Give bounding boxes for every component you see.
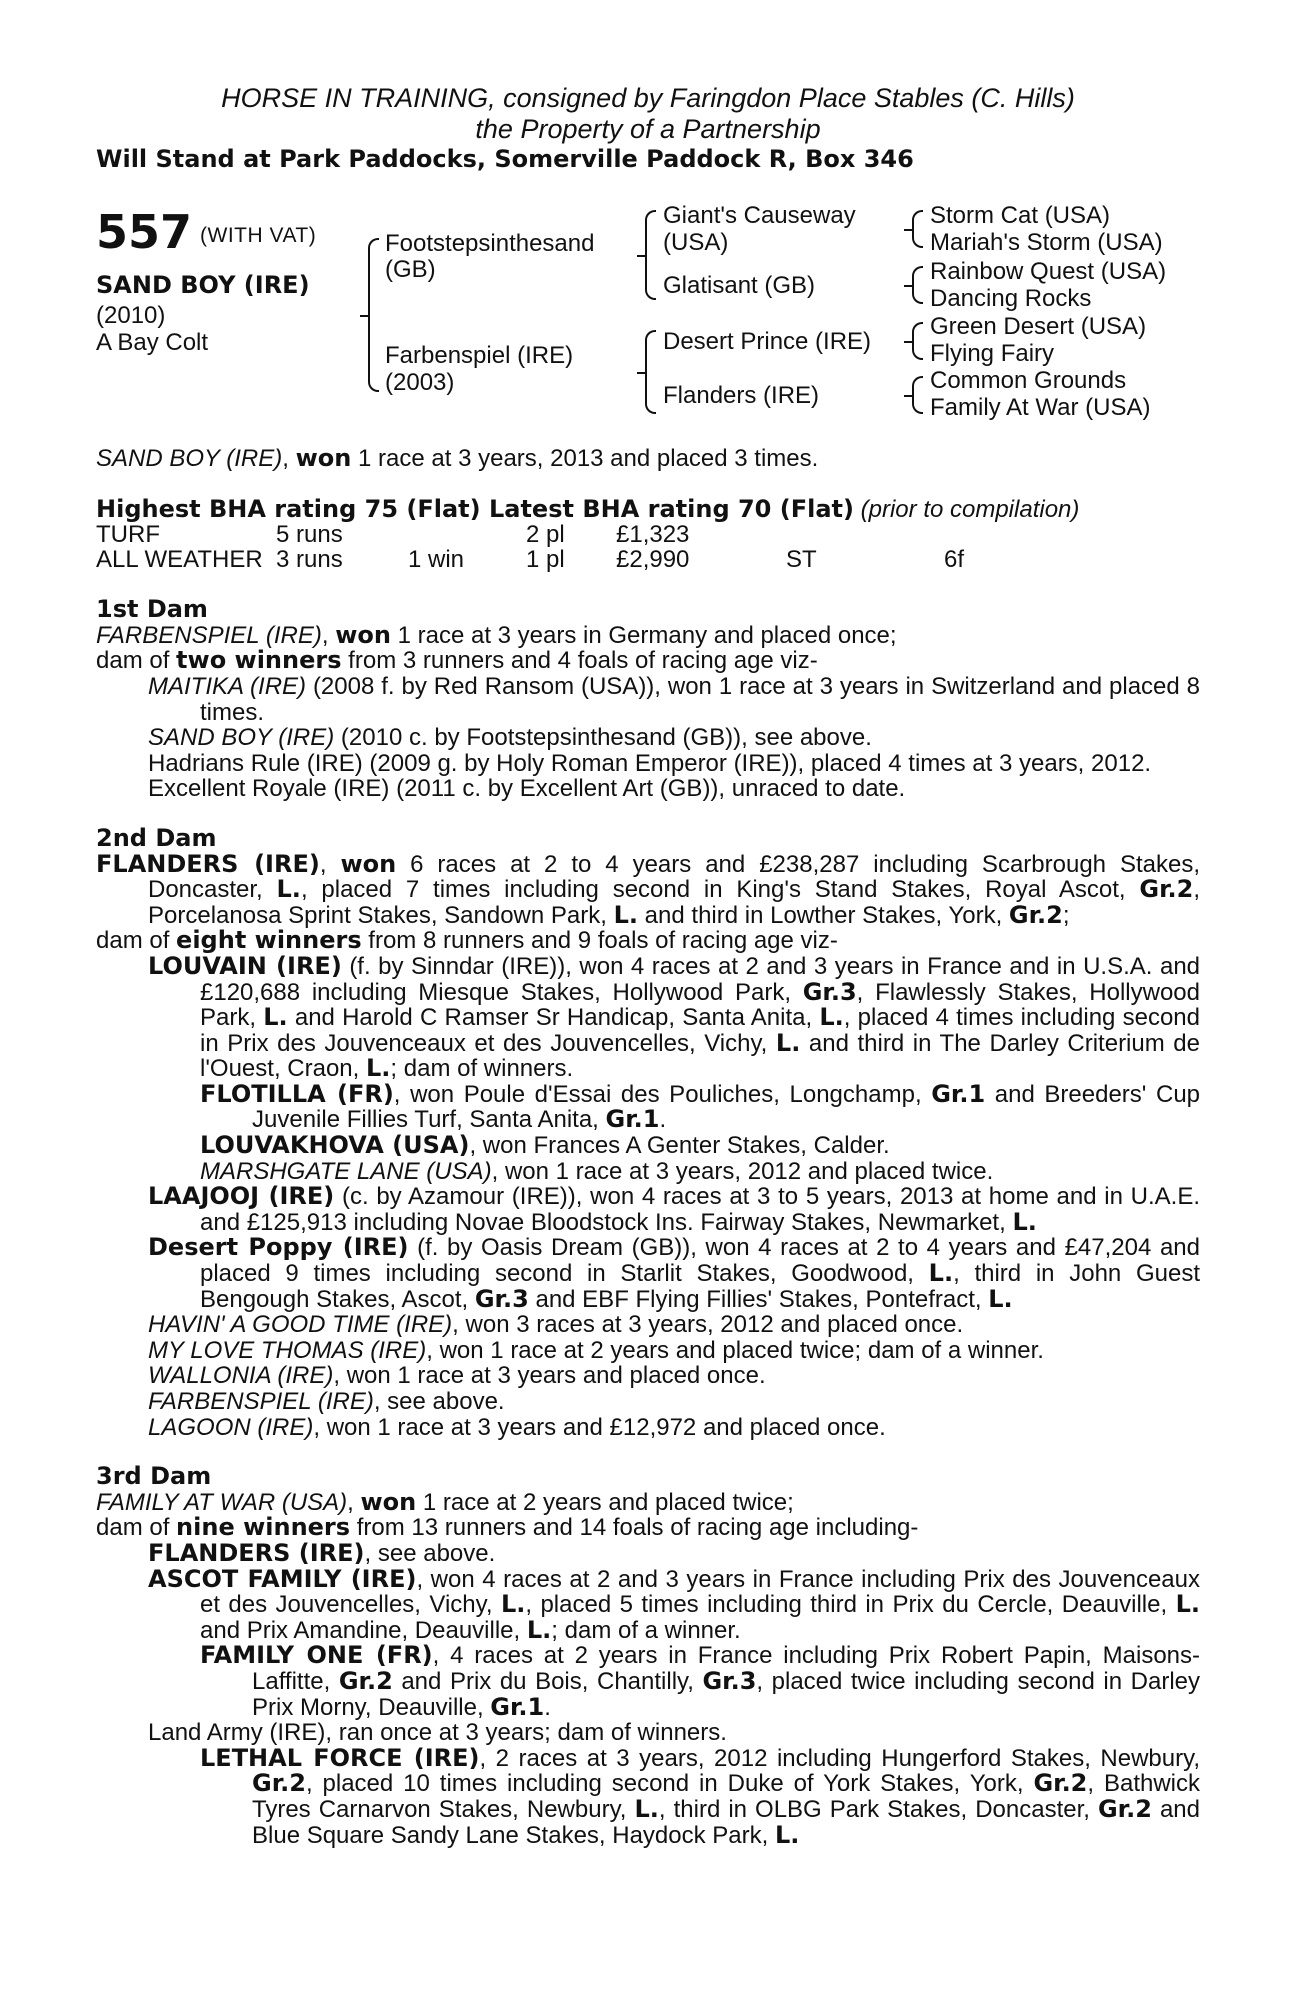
second-dam-heading: 2nd Dam [96, 823, 217, 852]
produce-marshgate-lane: MARSHGATE LANE (USA), won 1 race at 3 years, 2012 and placed twice. [200, 1157, 994, 1185]
sire-sire-name: Giant's Causeway [663, 202, 856, 229]
sire-name: Footstepsinthesand [385, 230, 595, 257]
produce-laajooj: LAAJOOJ (IRE) (c. by Azamour (IRE)), won 4 races at 3 to 5 years, 2013 at home and in U.A.E. and £125,913 including Novae Bloodstock Ins. Fairway Stakes, Newmarket, L. [148, 1182, 1201, 1236]
third-dam-record: FAMILY AT WAR (USA), won 1 race at 2 years and placed twice; [96, 1487, 794, 1516]
produce-wallonia: WALLONIA (IRE), won 1 race at 3 years and placed once. [148, 1362, 766, 1390]
property-line: the Property of a Partnership [475, 114, 821, 144]
bracket-parents [368, 238, 379, 392]
aw-surface: ALL WEATHER [96, 546, 263, 574]
produce-lethal-force: LETHAL FORCE (IRE), 2 races at 3 years, 2012 including Hungerford Stakes, Newbury, Gr.2, placed 10 times including second in Duke of York Stakes, York, Gr.2, Bathwick Tyres Carnarvon Stakes, Newbury, L., third in OLBG Park Stakes, Doncaster, Gr.2 and Blue Square Sandy Lane Stakes, Haydock Park, L. [200, 1743, 1201, 1849]
aw-going: ST [786, 546, 817, 574]
third-dam-produce: dam of nine winners from 13 runners and 14 foals of racing age including- [96, 1513, 919, 1542]
race-record-table [96, 522, 1200, 573]
produce-maitika: MAITIKA (IRE) (2008 f. by Red Ransom (USA)), won 1 race at 3 years in Switzerland and placed 8 times. [148, 672, 1200, 726]
produce-family-one: FAMILY ONE (FR), 4 races at 2 years in France including Prix Robert Papin, Maisons- Laffitte, Gr.2 and Prix du Bois, Chantilly, Gr.3, placed twice including second in Darley Prix Morny, Deauville, Gr.1. [200, 1641, 1201, 1721]
sire-origin: (GB) [385, 256, 436, 283]
turf-surface: TURF [96, 521, 160, 549]
dam-name: Farbenspiel (IRE) [385, 342, 574, 369]
consignor-line: HORSE IN TRAINING, consigned by Faringdon Place Stables (C. Hills) [221, 83, 1075, 113]
produce-desert-poppy: Desert Poppy (IRE) (f. by Oasis Dream (GB)), won 4 races at 2 to 4 years and £47,204 and placed 9 times including second in Starlit Stakes, Goodwood, L., third in John Guest Bengough Stakes, Ascot, Gr.3 and EBF Flying Fillies' Stakes, Pontefract, L. [148, 1233, 1201, 1313]
turf-earnings: £1,323 [616, 521, 690, 549]
g3-ancestor: Mariah's Storm (USA) [930, 229, 1163, 256]
rating-heading: Highest BHA rating 75 (Flat) Latest BHA rating 70 (Flat) [96, 494, 854, 523]
produce-louvain: LOUVAIN (IRE) (f. by Sinndar (IRE)), won 4 races at 2 and 3 years in France and in U.S.A. and £120,688 including Miesque Stakes, Hollywood Park, Gr.3, Flawlessly Stakes, Hollywood Park, L. and Harold C Ramser Sr Handicap, Santa Anita, L., placed 4 times including second in Prix des Jouvenceaux et des Jouvencelles, Vichy, L. and third in The Darley Criterium de l'Ouest, Craon, L.; dam of winners. [148, 951, 1201, 1083]
bracket-dam-line [645, 330, 656, 414]
aw-placed: 1 pl [526, 546, 565, 574]
aw-earnings: £2,990 [616, 546, 690, 574]
produce-farbenspiel: FARBENSPIEL (IRE), see above. [148, 1388, 505, 1415]
g3-ancestor: Storm Cat (USA) [930, 202, 1111, 229]
lot-number: 557 (WITH VAT) [96, 205, 317, 259]
produce-sand-boy: SAND BOY (IRE) (2010 c. by Footstepsinthesand (GB)), see above. [148, 724, 872, 752]
bracket-g3-1 [912, 210, 923, 248]
g3-ancestor: Family At War (USA) [930, 394, 1151, 421]
race-summary: SAND BOY (IRE), won 1 race at 3 years, 2013 and placed 3 times. [96, 444, 819, 472]
produce-my-love-thomas: MY LOVE THOMAS (IRE), won 1 race at 2 years and placed twice; dam of a winner. [148, 1336, 1044, 1364]
g3-ancestor: Common Grounds [930, 367, 1127, 394]
stand-location: Will Stand at Park Paddocks, Somerville Paddock R, Box 346 [96, 145, 914, 173]
produce-havin-a-good-time: HAVIN' A GOOD TIME (IRE), won 3 races at 3 years, 2012 and placed once. [148, 1311, 964, 1339]
produce-excellent-royale: Excellent Royale (IRE) (2011 c. by Excellent Art (GB)), unraced to date. [148, 775, 906, 803]
bracket-sire-line [645, 210, 656, 300]
bracket-g3-4 [912, 376, 923, 414]
rating-note: (prior to compilation) [860, 495, 1080, 523]
produce-ascot-family: ASCOT FAMILY (IRE), won 4 races at 2 and 3 years in France including Prix des Jouvenceaux et des Jouvencelles, Vichy, L., placed 5 times including third in Prix du Cercle, Deauville, L. and Prix Amandine, Deauville, L.; dam of a winner. [148, 1564, 1200, 1644]
dam-dam-name: Flanders (IRE) [663, 382, 820, 409]
g3-ancestor: Green Desert (USA) [930, 313, 1147, 340]
second-dam-produce: dam of eight winners from 8 runners and 9 foals of racing age viz- [96, 926, 838, 955]
g3-ancestor: Rainbow Quest (USA) [930, 258, 1167, 285]
g3-ancestor: Dancing Rocks [930, 285, 1092, 312]
third-dam-heading: 3rd Dam [96, 1462, 212, 1491]
bracket-g3-3 [912, 322, 923, 360]
bracket-g3-2 [912, 266, 923, 304]
produce-flotilla: FLOTILLA (FR), won Poule d'Essai des Pouliches, Longchamp, Gr.1 and Breeders' Cup Juvenile Fillies Turf, Santa Anita, Gr.1. [200, 1079, 1201, 1134]
g3-ancestor: Flying Fairy [930, 340, 1055, 367]
produce-louvakhova: LOUVAKHOVA (USA), won Frances A Genter Stakes, Calder. [200, 1131, 890, 1160]
aw-distance: 6f [944, 546, 965, 574]
turf-runs: 5 runs [276, 521, 343, 549]
produce-hadrians-rule: Hadrians Rule (IRE) (2009 g. by Holy Roman Emperor (IRE)), placed 4 times at 3 years, 2012. [148, 749, 1152, 777]
first-dam-produce: dam of two winners from 3 runners and 4 foals of racing age viz- [96, 646, 818, 675]
foaling-year: (2010) [96, 302, 166, 329]
horse-name: SAND BOY (IRE) [96, 271, 310, 299]
sire-dam-name: Glatisant (GB) [663, 272, 816, 299]
vat-note: (WITH VAT) [200, 224, 317, 247]
aw-runs: 3 runs [276, 546, 343, 574]
produce-land-army: Land Army (IRE), ran once at 3 years; dam of winners. [148, 1719, 727, 1747]
produce-flanders: FLANDERS (IRE), see above. [148, 1538, 496, 1567]
horse-description: A Bay Colt [96, 329, 209, 356]
aw-wins: 1 win [408, 546, 465, 574]
dam-year: (2003) [385, 369, 455, 396]
catalogue-body [96, 446, 1200, 1848]
rating-line [96, 494, 1200, 523]
first-dam-record: FARBENSPIEL (IRE), won 1 race at 3 years in Germany and placed once; [96, 620, 897, 649]
sire-sire-origin: (USA) [663, 229, 729, 256]
dam-sire-name: Desert Prince (IRE) [663, 328, 872, 355]
produce-lagoon: LAGOON (IRE), won 1 race at 3 years and £12,972 and placed once. [148, 1413, 886, 1441]
second-dam-record: FLANDERS (IRE), won 6 races at 2 to 4 years and £238,287 including Scarbrough Stakes, Doncaster, L., placed 7 times including second in King's Stand Stakes, Royal Ascot, Gr.2, Porcelanosa Sprint Stakes, Sandown Park, L. and third in Lowther Stakes, York, Gr.2; [96, 849, 1200, 929]
turf-placed: 2 pl [526, 521, 565, 549]
first-dam-heading: 1st Dam [96, 595, 208, 624]
